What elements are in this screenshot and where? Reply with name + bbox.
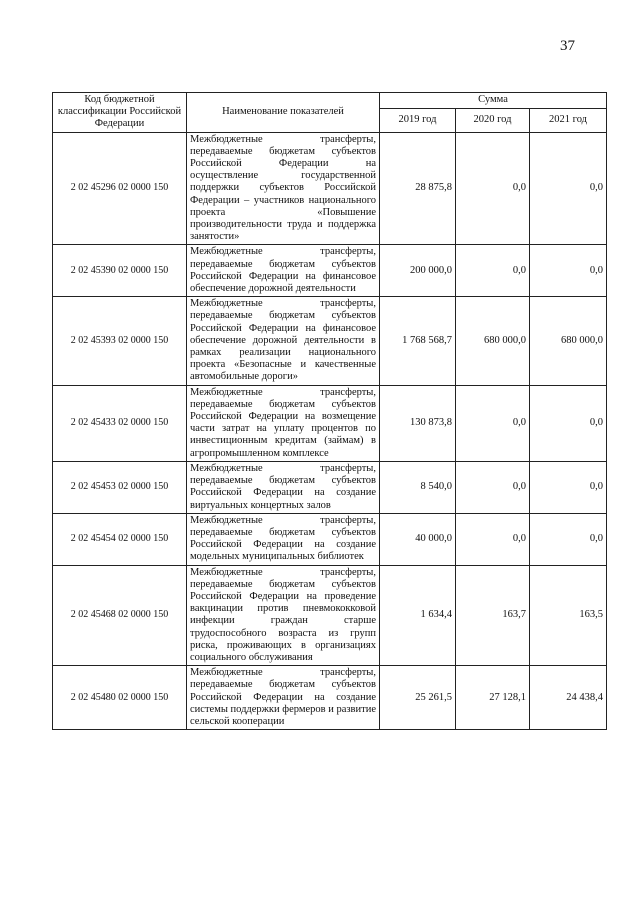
- header-sum: Сумма: [380, 93, 607, 109]
- amount-2019: 40 000,0: [380, 513, 456, 565]
- amount-2020: 0,0: [456, 132, 530, 245]
- budget-code: 2 02 45453 02 0000 150: [53, 461, 187, 513]
- header-code: Код бюджетной классификации Российской Федерации: [53, 93, 187, 133]
- header-2019: 2019 год: [380, 108, 456, 132]
- budget-table: [52, 92, 607, 730]
- amount-2021: 163,5: [530, 565, 607, 666]
- amount-2019: 25 261,5: [380, 666, 456, 730]
- page-number: 37: [560, 38, 575, 54]
- table-row: [53, 666, 607, 730]
- header-2021: 2021 год: [530, 108, 607, 132]
- amount-2021: 680 000,0: [530, 297, 607, 385]
- amount-2021: 0,0: [530, 385, 607, 461]
- amount-2020: 27 128,1: [456, 666, 530, 730]
- budget-code: 2 02 45390 02 0000 150: [53, 245, 187, 297]
- amount-2021: 0,0: [530, 513, 607, 565]
- amount-2020: 680 000,0: [456, 297, 530, 385]
- budget-code: 2 02 45296 02 0000 150: [53, 132, 187, 245]
- table-row: [53, 297, 607, 385]
- amount-2020: 163,7: [456, 565, 530, 666]
- table-row: [53, 385, 607, 461]
- budget-code: 2 02 45393 02 0000 150: [53, 297, 187, 385]
- header-name: Наименование показателей: [187, 93, 380, 133]
- amount-2020: 0,0: [456, 245, 530, 297]
- table-row: [53, 565, 607, 666]
- amount-2020: 0,0: [456, 385, 530, 461]
- table-row: [53, 245, 607, 297]
- header-2020: 2020 год: [456, 108, 530, 132]
- amount-2021: 0,0: [530, 245, 607, 297]
- amount-2019: 200 000,0: [380, 245, 456, 297]
- indicator-name: Межбюджетные трансферты, передаваемые бюджетам субъектов Российской Федерации на финансовое обеспечение дорожной деятельности: [187, 245, 380, 297]
- budget-code: 2 02 45454 02 0000 150: [53, 513, 187, 565]
- indicator-name: Межбюджетные трансферты, передаваемые бюджетам субъектов Российской Федерации на создание системы поддержки фермеров и развитие сельской кооперации: [187, 666, 380, 730]
- amount-2021: 0,0: [530, 461, 607, 513]
- amount-2019: 28 875,8: [380, 132, 456, 245]
- amount-2019: 1 634,4: [380, 565, 456, 666]
- table-row: [53, 461, 607, 513]
- budget-code: 2 02 45480 02 0000 150: [53, 666, 187, 730]
- budget-code: 2 02 45468 02 0000 150: [53, 565, 187, 666]
- indicator-name: Межбюджетные трансферты, передаваемые бюджетам субъектов Российской Федерации на осуществление государственной поддержки субъектов Российской Федерации – участников национального проекта «Повышение производительности труда и поддержка занятости»: [187, 132, 380, 245]
- amount-2019: 1 768 568,7: [380, 297, 456, 385]
- amount-2019: 130 873,8: [380, 385, 456, 461]
- indicator-name: Межбюджетные трансферты, передаваемые бюджетам субъектов Российской Федерации на возмещение части затрат на уплату процентов по инвестиционным кредитам (займам) в агропромышленном комплексе: [187, 385, 380, 461]
- table-row: [53, 513, 607, 565]
- indicator-name: Межбюджетные трансферты, передаваемые бюджетам субъектов Российской Федерации на проведение вакцинации против пневмококковой инфекции граждан старше трудоспособного возраста из групп риска, проживающих в организациях социального обслуживания: [187, 565, 380, 666]
- amount-2019: 8 540,0: [380, 461, 456, 513]
- table-row: [53, 132, 607, 245]
- amount-2021: 0,0: [530, 132, 607, 245]
- budget-code: 2 02 45433 02 0000 150: [53, 385, 187, 461]
- amount-2020: 0,0: [456, 513, 530, 565]
- indicator-name: Межбюджетные трансферты, передаваемые бюджетам субъектов Российской Федерации на создание виртуальных концертных залов: [187, 461, 380, 513]
- amount-2020: 0,0: [456, 461, 530, 513]
- indicator-name: Межбюджетные трансферты, передаваемые бюджетам субъектов Российской Федерации на финансовое обеспечение дорожной деятельности в рамках реализации национального проекта «Безопасные и качественные автомобильные дороги»: [187, 297, 380, 385]
- indicator-name: Межбюджетные трансферты, передаваемые бюджетам субъектов Российской Федерации на создание модельных муниципальных библиотек: [187, 513, 380, 565]
- amount-2021: 24 438,4: [530, 666, 607, 730]
